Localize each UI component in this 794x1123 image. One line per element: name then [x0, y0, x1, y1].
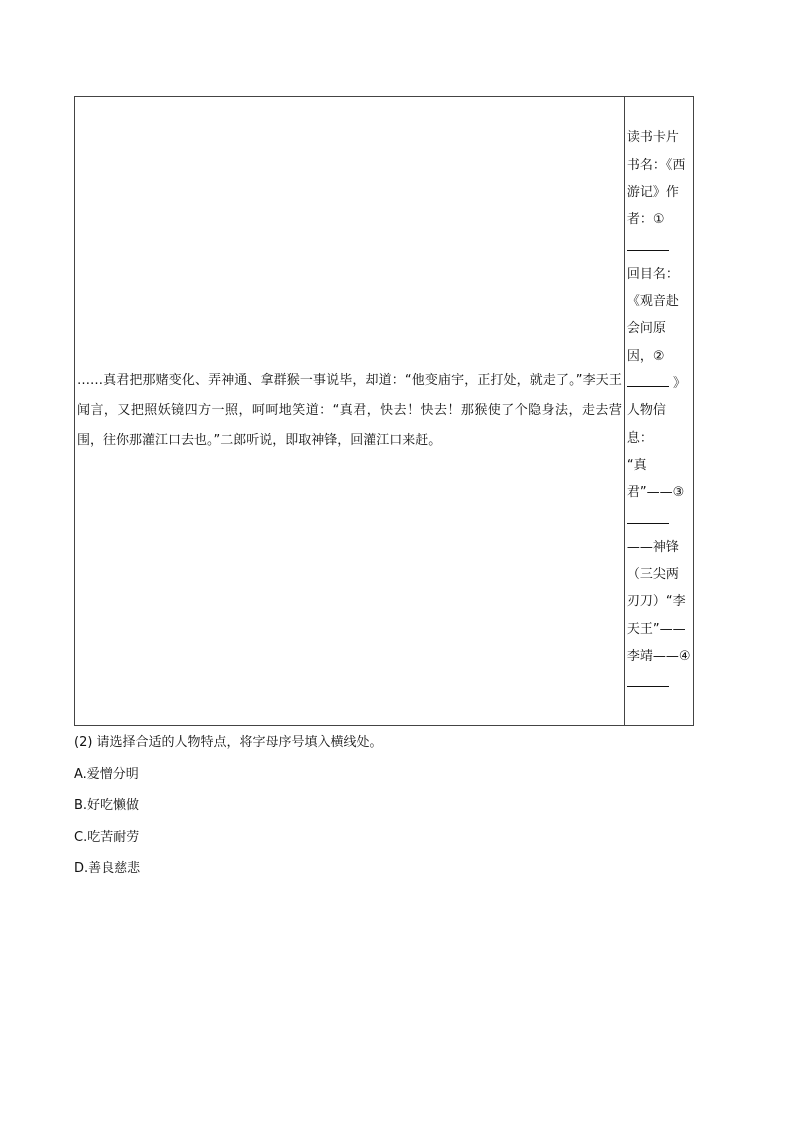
question-prompt: (2) 请选择合适的人物特点，将字母序号填入横线处。	[74, 735, 383, 750]
blank-3[interactable]	[627, 509, 669, 524]
author-label: 作者：	[626, 184, 679, 228]
option-a: A.爱憎分明	[74, 766, 139, 782]
blank-1[interactable]	[627, 236, 669, 251]
passage-cell	[75, 97, 625, 726]
question-section	[74, 733, 714, 891]
character-1-name: “真君”——	[626, 457, 673, 501]
blank-4-mark: ④	[678, 649, 691, 665]
character-2-name: “李天王”——李靖——	[626, 594, 686, 665]
blank-2-mark: ②	[652, 348, 665, 364]
chapter-suffix: 》	[673, 376, 687, 392]
blank-4[interactable]	[627, 672, 669, 687]
card-title: 读书卡片	[626, 130, 679, 146]
passage-text: ……真君把那赌变化、弄神通、拿群猴一事说毕，却道：“他变庙宇，正打处，就走了。”李天王闻言，又把照妖镜四方一照，呵呵地笑道：“真君，快去！快去！那猴使了个隐身法，走去营围，往你那灌江口去也。”二郎听说，即取神锋，回灌江口来赶。	[77, 373, 622, 448]
chapter-prefix: 《观音赴会问原因，	[626, 294, 679, 364]
option-c: C.吃苦耐劳	[74, 829, 140, 845]
blank-1-mark: ①	[652, 212, 665, 228]
reading-card-table	[74, 96, 694, 726]
character-1-weapon: ——神锋（三尖两刃刀）	[626, 539, 679, 610]
blank-2[interactable]	[627, 372, 669, 387]
option-b: B.好吃懒做	[74, 798, 140, 813]
reading-card	[625, 124, 693, 697]
book-label: 书名：	[626, 157, 666, 173]
option-d: D.善良慈悲	[74, 861, 141, 876]
card-cell	[624, 97, 693, 726]
chapter-label: 回目名：	[626, 266, 679, 282]
book-name: 《西游记》	[626, 157, 686, 200]
blank-3-mark: ③	[672, 485, 685, 501]
characters-label: 人物信息：	[626, 403, 666, 446]
